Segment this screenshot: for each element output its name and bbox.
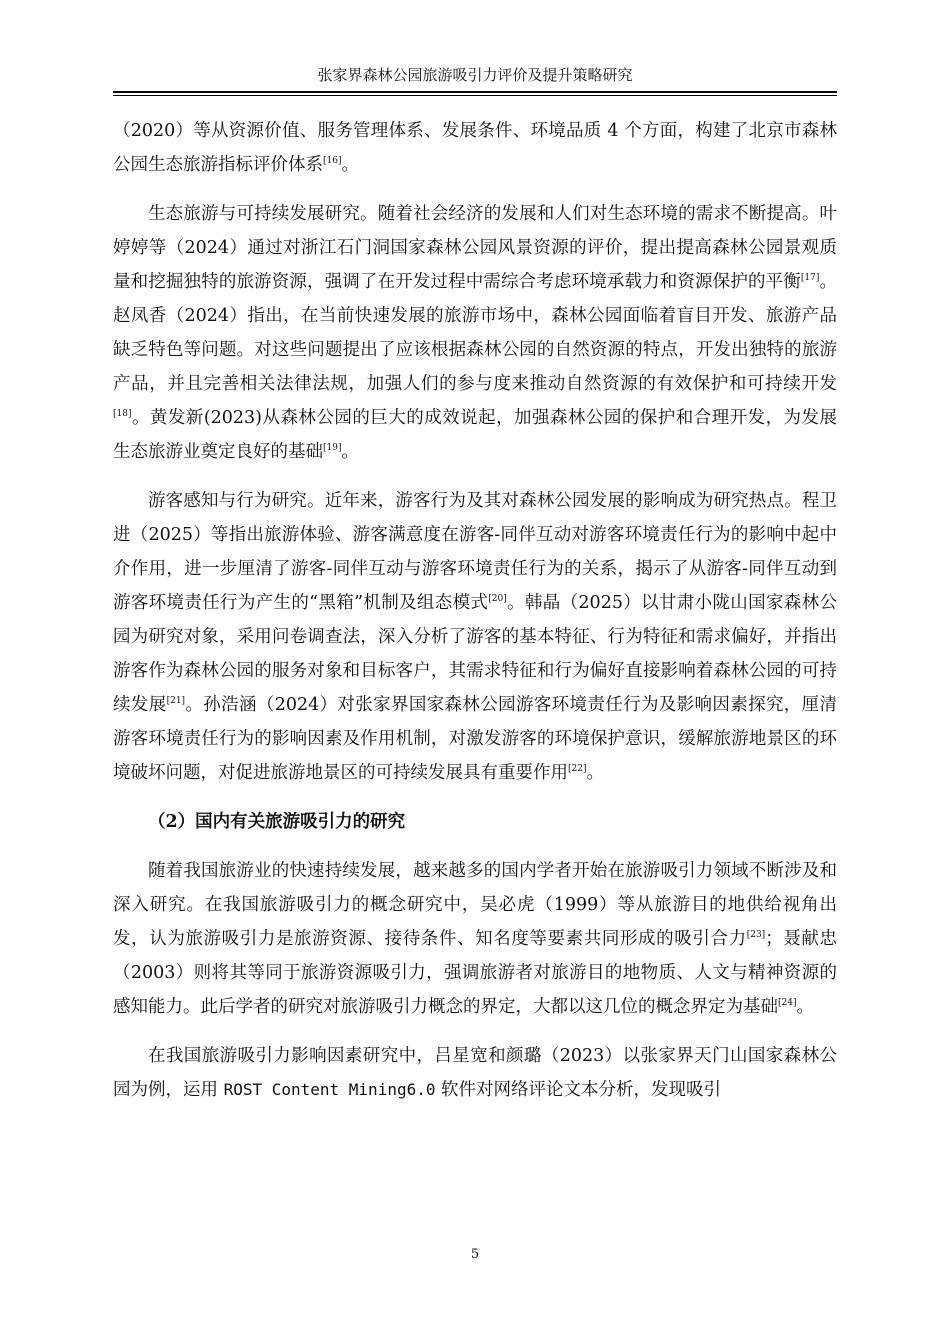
text-run: 。 bbox=[341, 155, 359, 175]
citation-ref: [19] bbox=[323, 443, 342, 453]
citation-ref: [18] bbox=[113, 409, 132, 419]
running-header: 张家界森林公园旅游吸引力评价及提升策略研究 bbox=[317, 66, 633, 84]
text-run: 游客感知与行为研究。近年来，游客行为及其对森林公园发展的影响成为研究热点。程卫进（2025）等指出旅游体验、游客满意度在游客-同伴互动对游客环境责任行为的影响中起中介作用，进一步厘清了游客-同伴互动与游客环境责任行为的关系，揭示了从游客-同伴互动到游客环境责任行为产生的“黑箱”机制及组态模式 bbox=[113, 491, 837, 613]
body-text bbox=[113, 114, 837, 1122]
text-run: 。 bbox=[586, 763, 604, 783]
text-run: 生态旅游与可持续发展研究。随着社会经济的发展和人们对生态环境的需求不断提高。叶婷婷等（2024）通过对浙江石门洞国家森林公园风景资源的评价，提出提高森林公园景观质量和挖掘独特的旅游资源，强调了在开发过程中需综合考虑环境承载力和资源保护的平衡 bbox=[113, 204, 837, 292]
header-rule-thin bbox=[113, 95, 837, 96]
text-run: 。赵凤香（2024）指出，在当前快速发展的旅游市场中，森林公园面临着盲目开发、旅游产品缺乏特色等问题。对这些问题提出了应该根据森林公园的自然资源的特点，开发出独特的旅游产品，并且完善相关法律法规，加强人们的参与度来推动自然资源的有效保护和可持续开发 bbox=[113, 272, 837, 394]
text-run: 在我国旅游吸引力影响因素研究中，吕星宽和颜璐（2023）以张家界天门山国家森林公园为例，运用 bbox=[113, 1046, 837, 1100]
header-rule-thick bbox=[113, 91, 837, 93]
text-run: 。 bbox=[796, 997, 814, 1017]
citation-ref: [16] bbox=[323, 156, 342, 166]
text-run: 随着我国旅游业的快速持续发展，越来越多的国内学者开始在旅游吸引力领域不断涉及和深入研究。在我国旅游吸引力的概念研究中，吴必虎（1999）等从旅游目的地供给视角出发，认为旅游吸引力是旅游资源、接待条件、知名度等要素共同形成的吸引合力 bbox=[113, 861, 837, 949]
text-run: 。 bbox=[341, 442, 359, 462]
text-run: 软件对网络评论文本分析，发现吸引 bbox=[435, 1080, 722, 1100]
citation-ref: [17] bbox=[800, 273, 820, 283]
paragraph-continued bbox=[113, 114, 837, 182]
citation-ref: [21] bbox=[166, 696, 186, 706]
citation-ref: [24] bbox=[778, 998, 797, 1008]
citation-ref: [20] bbox=[488, 594, 507, 604]
section-subheading: （2）国内有关旅游吸引力的研究 bbox=[148, 812, 406, 832]
text-run: 。黄发新(2023)从森林公园的巨大的成效说起，加强森林公园的保护和合理开发，为发展生态旅游业奠定良好的基础 bbox=[113, 408, 837, 462]
paragraph-attraction-factors bbox=[113, 1039, 837, 1107]
paragraph-attraction-concept bbox=[113, 854, 837, 1024]
paragraph-eco-tourism bbox=[113, 197, 837, 469]
paragraph-tourist-behavior bbox=[113, 484, 837, 790]
text-run: 。韩晶（2025）以甘肃小陇山国家森林公园为研究对象，采用问卷调查法，深入分析了游客的基本特征、行为特征和需求偏好，并指出游客作为森林公园的服务对象和目标客户，其需求特征和行为偏好直接影响着森林公园的可持续发展 bbox=[113, 593, 837, 715]
software-name: ROST Content Mining6.0 bbox=[223, 1080, 436, 1099]
text-run: ；聂献忠（2003）则将其等同于旅游资源吸引力，强调旅游者对旅游目的地物质、人文与精神资源的感知能力。此后学者的研究对旅游吸引力概念的界定，大都以这几位的概念界定为基础 bbox=[113, 929, 838, 1017]
page-number: 5 bbox=[470, 1247, 480, 1262]
citation-ref: [23] bbox=[746, 930, 766, 940]
text-run: （2020）等从资源价值、服务管理体系、发展条件、环境品质 4 个方面，构建了北京市森林公园生态旅游指标评价体系 bbox=[113, 121, 837, 175]
text-run: 。孙浩涵（2024）对张家界国家森林公园游客环境责任行为及影响因素探究，厘清游客环境责任行为的影响因素及作用机制，对激发游客的环境保护意识，缓解旅游地景区的环境破坏问题，对促进旅游地景区的可持续发展具有重要作用 bbox=[113, 695, 838, 783]
citation-ref: [22] bbox=[568, 764, 587, 774]
